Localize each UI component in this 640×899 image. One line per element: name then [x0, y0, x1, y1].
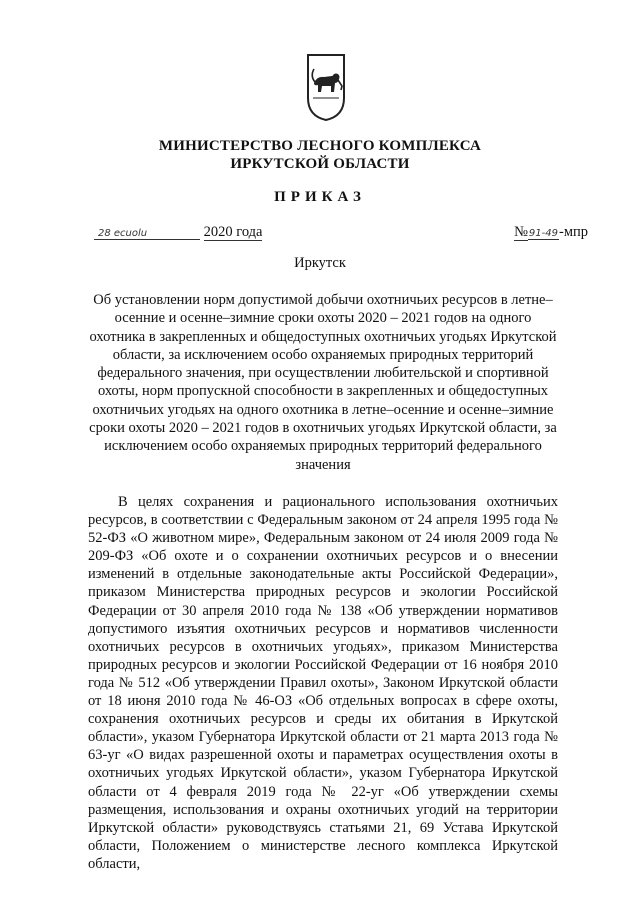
- coat-of-arms-icon: [305, 52, 347, 122]
- date-year: 2020 года: [203, 224, 263, 240]
- city: Иркутск: [294, 255, 346, 271]
- document-type-title: ПРИКАЗ: [274, 189, 366, 205]
- order-subject: Об установлении норм допустимой добычи охотничьих ресурсов в летне–осенние и осенне–зимние сроки охоты 2020 – 2021 годов на одного охотника в закрепленных и общедоступных охотничьих угодьях Иркутской области, за исключением особо охраняемых природных территорий федерального значения, при осуществлении любительской и спортивной охоты, норм пропускной способности в закрепленных и общедоступных охотничьих угодьях на одного охотника в летне–осенние и осенне–зимние сроки охоты 2020 – 2021 годов в охотничьих угодьях Иркутской области, за исключением особо охраняемых природных территорий федерального значения: [89, 292, 557, 473]
- number-suffix: -мпр: [558, 224, 588, 240]
- ministry-name-line2: ИРКУТСКОЙ ОБЛАСТИ: [230, 156, 410, 172]
- date-handwritten: 28 ecuolu: [94, 228, 200, 240]
- order-date: [94, 224, 262, 241]
- ministry-name-line1: МИНИСТЕРСТВО ЛЕСНОГО КОМПЛЕКСА: [158, 138, 482, 154]
- number-sign: №: [514, 224, 528, 240]
- number-handwritten: 91-49: [528, 228, 558, 239]
- order-number: [514, 224, 588, 241]
- order-preamble: В целях сохранения и рационального использования охотничьих ресурсов, в соответствии с Федеральным законом от 24 апреля 1995 года № 52-ФЗ «О животном мире», Федеральным законом от 24 июля 2009 года № 209-ФЗ «Об охоте и о сохранении охотничьих ресурсов и о внесении изменений в отдельные законодательные акты Российской Федерации», приказом Министерства природных ресурсов и экологии Российской Федерации от 30 апреля 2010 года № 138 «Об утверждении нормативов допустимого изъятия охотничьих ресурсов и нормативов численности охотничьих ресурсов в охотничьих угодьях», приказом Министерства природных ресурсов и экологии Российской Федерации от 16 ноября 2010 года № 512 «Об утверждении Правил охоты», Законом Иркутской области от 18 июня 2010 года № 46-ОЗ «Об отдельных вопросах в сфере охоты, сохранения охотничьих ресурсов и среды их обитания в Иркутской области», указом Губернатора Иркутской области от 21 марта 2013 года № 63-уг «О видах разрешенной охоты и параметрах осуществления охоты в охотничьих угодьях Иркутской области», указом Губернатора Иркутской области от 4 февраля 2019 года № 22-уг «Об утверждении схемы размещения, использования и охраны охотничьих угодий на территории Иркутской области» руководствуясь статьями 21, 69 Устава Иркутской области, Положением о министерстве лесного комплекса Иркутской области,: [88, 494, 558, 872]
